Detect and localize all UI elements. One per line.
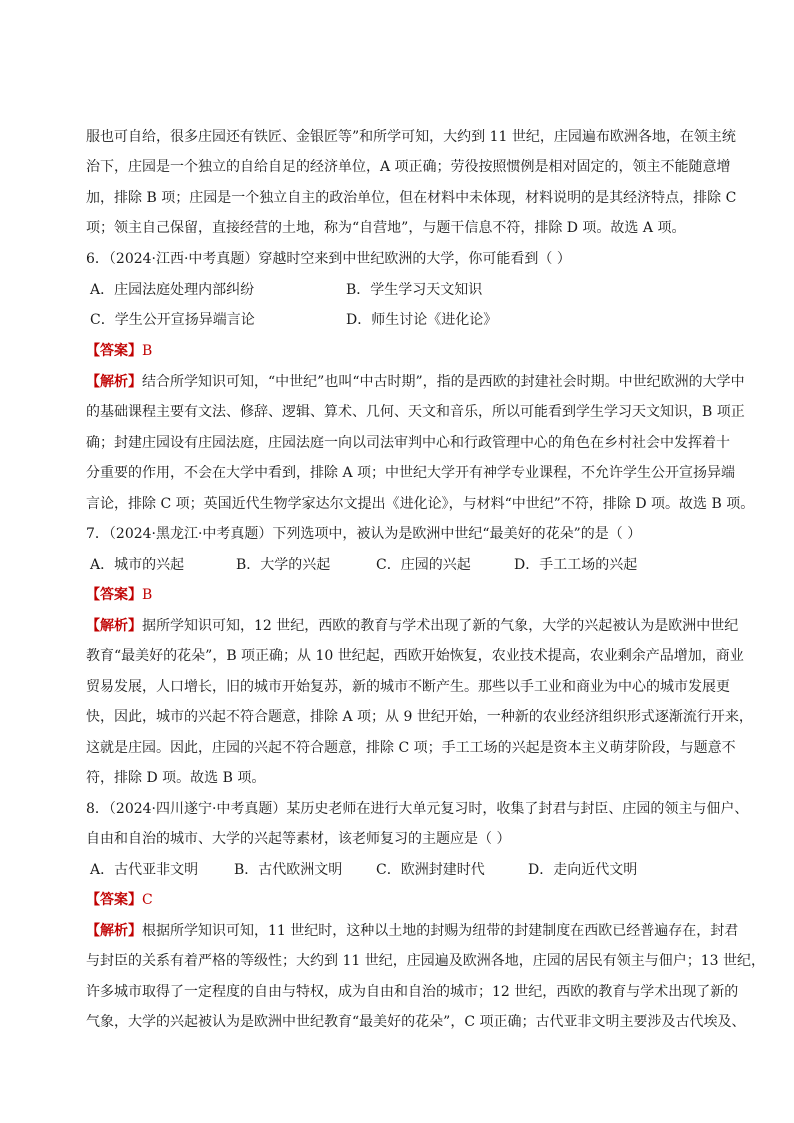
q8-analysis-line: 许多城市取得了一定程度的自由与特权，成为自由和自治的城市；12 世纪，西欧的教育与学术出现了新的: [86, 984, 739, 1000]
q8-stem: 8．（2024·四川遂宁·中考真题）某历史老师在进行大单元复习时，收集了封君与封臣、庄园的领主与佃户、: [86, 801, 749, 817]
q7-option-d: D．手工工场的兴起: [514, 557, 638, 573]
q8-stem: 自由和自治的城市、大学的兴起等素材，该老师复习的主题应是（ ）: [86, 831, 511, 847]
q7-analysis-line: 符，排除 D 项。故选 B 项。: [86, 770, 266, 786]
q7-option-b: B．大学的兴起: [236, 557, 331, 573]
q7-answer-value: B: [142, 587, 153, 603]
analysis-label: 【解析】: [86, 374, 142, 390]
answer-label: 【答案】: [86, 343, 142, 359]
q7-stem: 7．（2024·黑龙江·中考真题）下列选项中，被认为是欧洲中世纪“最美好的花朵”的是（ ）: [86, 526, 642, 542]
analysis-label: 【解析】: [86, 923, 142, 939]
q7-analysis-line: 【解析】据所学知识可知，12 世纪，西欧的教育与学术出现了新的气象，大学的兴起被认为是欧洲中世纪: [86, 618, 739, 634]
q8-option-c: C．欧洲封建时代: [376, 862, 485, 878]
q8-option-a: A．古代亚非文明: [90, 862, 199, 878]
q7-analysis-line: 教育“最美好的花朵”，B 项正确；从 10 世纪起，西欧开始恢复，农业技术提高，农业剩余产品增加，商业: [86, 648, 744, 664]
q7-option-a: A．城市的兴起: [90, 557, 185, 573]
q6-analysis-line: 确；封建庄园设有庄园法庭，庄园法庭一向以司法审判中心和行政管理中心的角色在乡村社会中发挥着十: [86, 435, 730, 451]
intro-line: 治下，庄园是一个独立的自给自足的经济单位，A 项正确；劳役按照惯例是相对固定的，领主不能随意增: [86, 159, 731, 175]
q6-analysis-line: 言论，排除 C 项；英国近代生物学家达尔文提出《进化论》，与材料“中世纪”不符，排除 D 项。故选 B 项。: [86, 496, 755, 512]
intro-line: 项；领主自己保留，直接经营的土地，称为“自营地”，与题干信息不符，排除 D 项。故选 A 项。: [86, 220, 686, 236]
q6-analysis-line: 的基础课程主要有文法、修辞、逻辑、算术、几何、天文和音乐，所以可能看到学生学习天文知识，B 项正: [86, 404, 745, 420]
q8-answer-row: [86, 890, 726, 910]
q6-analysis-line: 分重要的作用，不会在大学中看到，排除 A 项；中世纪大学开有神学专业课程，不允许学生公开宣扬异端: [86, 465, 736, 481]
answer-label: 【答案】: [86, 587, 142, 603]
q7-option-c: C．庄园的兴起: [376, 557, 471, 573]
q6-option-b: B．学生学习天文知识: [346, 282, 483, 298]
q8-option-b: B．古代欧洲文明: [234, 862, 343, 878]
q6-answer-value: B: [142, 343, 153, 359]
analysis-label: 【解析】: [86, 618, 142, 634]
q6-option-d: D．师生讨论《进化论》: [346, 312, 498, 328]
q8-option-d: D．走向近代文明: [528, 862, 638, 878]
q7-analysis-line: 贸易发展，人口增长，旧的城市开始复苏，新的城市不断产生。那些以手工业和商业为中心的城市发展更: [86, 679, 730, 695]
q8-analysis-line: 【解析】根据所学知识可知，11 世纪时，这种以土地的封赐为纽带的封建制度在西欧已经普遍存在，封君: [86, 923, 739, 939]
q6-analysis-line: 【解析】结合所学知识可知，“中世纪”也叫“中古时期”，指的是西欧的封建社会时期。中世纪欧洲的大学中: [86, 374, 745, 390]
q8-analysis-line: 气象，大学的兴起被认为是欧洲中世纪教育“最美好的花朵”，C 项正确；古代亚非文明主要涉及古代埃及、: [86, 1014, 746, 1030]
q7-answer-row: [86, 585, 726, 605]
answer-label: 【答案】: [86, 892, 142, 908]
q7-analysis-line: 快，因此，城市的兴起不符合题意，排除 A 项；从 9 世纪开始，一种新的农业经济组织形式逐渐流行开来，: [86, 709, 753, 725]
q6-stem: 6．（2024·江西·中考真题）穿越时空来到中世纪欧洲的大学，你可能看到（ ）: [86, 251, 571, 267]
intro-line: 服也可自给，很多庄园还有铁匠、金银匠等”和所学可知，大约到 11 世纪，庄园遍布欧洲各地，在领主统: [86, 129, 736, 145]
q7-analysis-line: 这就是庄园。因此，庄园的兴起不符合题意，排除 C 项；手工工场的兴起是资本主义萌芽阶段，与题意不: [86, 740, 736, 756]
q6-option-c: C．学生公开宣扬异端言论: [90, 312, 255, 328]
q8-analysis-line: 与封臣的关系有着严格的等级性；大约到 11 世纪，庄园遍及欧洲各地，庄园的居民有领主与佃户；13 世纪，: [86, 953, 765, 969]
q8-answer-value: C: [142, 892, 153, 908]
intro-line: 加，排除 B 项；庄园是一个独立自主的政治单位，但在材料中未体现，材料说明的是其经济特点，排除 C: [86, 190, 737, 206]
q6-answer-row: [86, 341, 726, 361]
q6-option-a: A．庄园法庭处理内部纠纷: [90, 282, 255, 298]
